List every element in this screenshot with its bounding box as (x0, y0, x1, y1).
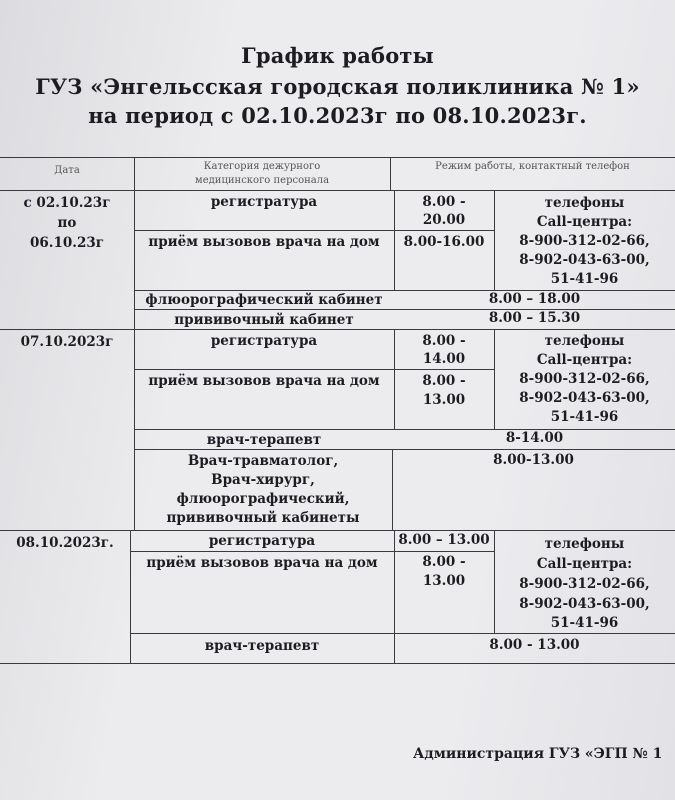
period1-registry-time-line-2: 20.00 (422, 212, 466, 228)
period1-phones-line-3: 8-900-312-02-66, (519, 233, 650, 249)
footer-administration: Администрация ГУЗ «ЭГП № 1 (413, 746, 663, 762)
period1-home-calls-time: 8.00-16.00 (403, 234, 485, 250)
period2-registry: регистратура (210, 333, 318, 349)
period3-phones-line-1: телефоны (544, 536, 625, 552)
period2-date: 07.10.2023г (20, 334, 114, 350)
period1-phones-line-5: 51-41-96 (550, 271, 619, 287)
period2-registry-time-line-2: 14.00 (422, 351, 466, 367)
period1-date-line-1: с 02.10.23г (23, 195, 111, 211)
period2-therapist-time: 8-14.00 (505, 430, 564, 446)
period1-phones-line-1: телефоны (544, 195, 625, 211)
period1-date-line-3: 06.10.23г (29, 235, 105, 251)
period3-therapist-time: 8.00 - 13.00 (489, 637, 580, 653)
period1-phones-line-2: Call-центра: (536, 214, 633, 230)
period3-home-calls-time-line-2: 13.00 (422, 573, 466, 589)
period2-home-calls: приём вызовов врача на дом (148, 373, 380, 389)
title-line-3: на период с 02.10.2023г по 08.10.2023г. (88, 103, 587, 128)
period3-home-calls-time-line-1: 8.00 - (422, 554, 466, 570)
period2-therapist: врач-терапевт (206, 432, 322, 448)
period2-home-calls-time-line-2: 13.00 (422, 392, 466, 408)
period3-registry-time: 8.00 – 13.00 (398, 532, 490, 548)
period2-group-time: 8.00-13.00 (493, 452, 574, 468)
period3-phones-line-2: Call-центра: (536, 556, 633, 572)
period2-home-calls-time-line-1: 8.00 - (422, 373, 466, 389)
period2-registry-time-line-1: 8.00 - (422, 333, 466, 349)
period1-phones-line-4: 8-902-043-63-00, (519, 252, 650, 268)
header-mode: Режим работы, контактный телефон (435, 161, 630, 172)
period2-phones-line-5: 51-41-96 (550, 409, 619, 425)
header-date: Дата (54, 165, 80, 176)
period3-registry: регистратура (208, 533, 316, 549)
title-line-2: ГУЗ «Энгельсская городская поликлиника № 1» (35, 74, 640, 99)
period1-vacc-time: 8.00 – 15.30 (488, 310, 581, 326)
period1-fluoro-time: 8.00 – 18.00 (488, 291, 581, 307)
period1-registry: регистратура (210, 194, 318, 210)
period1-registry-time-line-1: 8.00 - (422, 194, 466, 210)
period1-home-calls: приём вызовов врача на дом (148, 234, 380, 250)
period3-therapist: врач-терапевт (204, 638, 320, 654)
period1-fluoro: флюорографический кабинет (145, 292, 383, 308)
period2-phones-line-1: телефоны (544, 333, 625, 349)
period2-group-line-3: флюорографический, (176, 491, 350, 507)
period2-phones-line-3: 8-900-312-02-66, (519, 371, 650, 387)
header-category-line-1: Категория дежурного (203, 161, 321, 172)
title-line-1: График работы (241, 43, 434, 68)
period3-date: 08.10.2023г. (16, 535, 114, 551)
period3-phones-line-4: 8-902-043-63-00, (519, 596, 650, 612)
period3-phones-line-3: 8-900-312-02-66, (519, 576, 650, 592)
period2-group-line-1: Врач-травматолог, (187, 453, 339, 469)
period2-group-line-4: прививочный кабинеты (166, 510, 360, 526)
period1-date-line-2: по (57, 215, 77, 231)
period2-group-line-2: Врач-хирург, (211, 472, 315, 488)
header-category-line-2: медицинского персонала (194, 175, 330, 186)
period3-home-calls: приём вызовов врача на дом (146, 555, 378, 571)
period1-vacc: прививочный кабинет (174, 312, 354, 328)
period2-phones-line-2: Call-центра: (536, 352, 633, 368)
period3-phones-line-5: 51-41-96 (550, 615, 619, 631)
period2-phones-line-4: 8-902-043-63-00, (519, 390, 650, 406)
